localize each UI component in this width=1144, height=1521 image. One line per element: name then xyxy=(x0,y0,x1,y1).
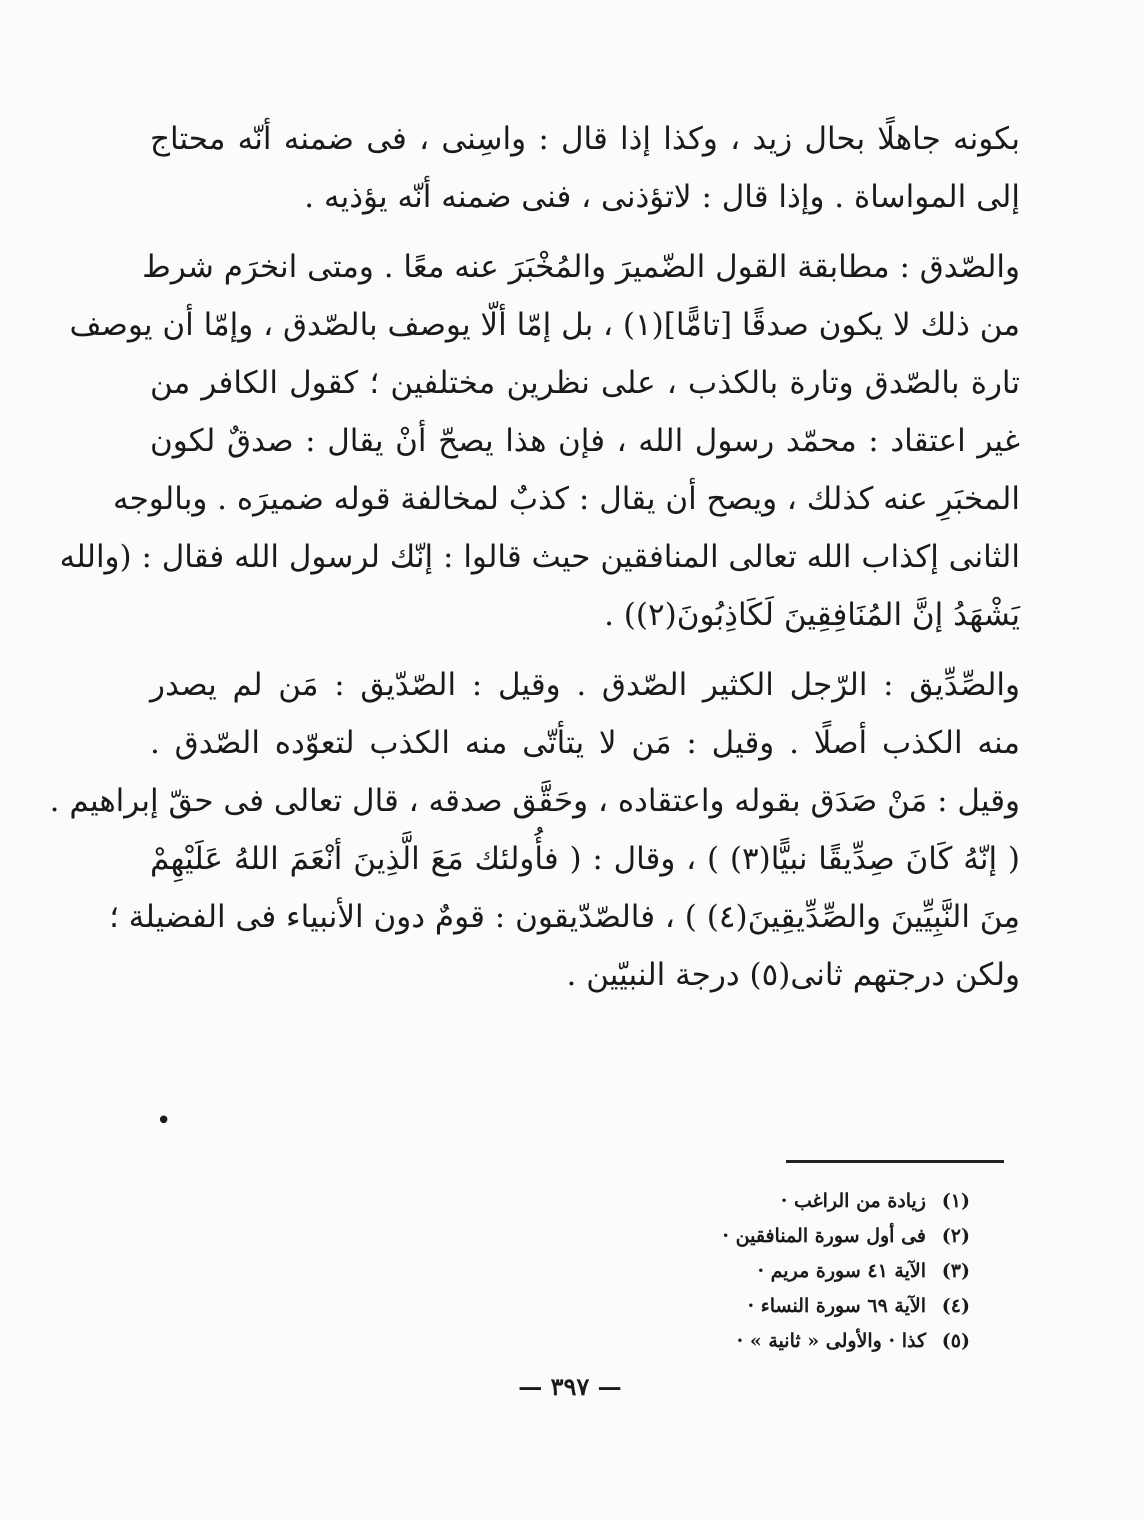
text-line: يَشْهَدُ إنَّ المُنَافِقِينَ لَكَاذِبُونَ(٢)) . xyxy=(604,597,1020,633)
text-line: والصِّدِّيق : الرّجل الكثير الصّدق . وقيل : الصّدّيق : مَن لم يصدر xyxy=(150,667,1020,703)
text-line: تارة بالصّدق وتارة بالكذب ، على نظرين مختلفين ؛ كقول الكافر من xyxy=(150,365,1020,401)
footnote xyxy=(560,1184,970,1219)
footnote-text: زيادة من الراغب · xyxy=(780,1190,926,1212)
stray-mark: • xyxy=(156,1106,172,1136)
footnote xyxy=(560,1289,970,1324)
text-line: والصّدق : مطابقة القول الضّميرَ والمُخْبَرَ عنه معًا . ومتى انخرَم شرط xyxy=(142,249,1020,285)
page-number: — ٣٩٧ — xyxy=(518,1372,622,1401)
footnote xyxy=(560,1324,970,1359)
footnotes xyxy=(560,1184,970,1359)
footnote-number: (٢) xyxy=(941,1225,970,1247)
text-line: غير اعتقاد : محمّد رسول الله ، فإن هذا يصحّ أنْ يقال : صدقٌ لكون xyxy=(150,423,1020,459)
text-line: منه الكذب أصلًا . وقيل : مَن لا يتأتّى منه الكذب لتعوّده الصّدق . xyxy=(150,725,1020,761)
paragraph-2 xyxy=(59,238,1020,644)
paragraph-3 xyxy=(49,656,1020,1004)
text-line: الثانى إكذاب الله تعالى المنافقين حيث قالوا : إنّك لرسول الله فقال : (والله xyxy=(59,539,1020,575)
main-text xyxy=(49,110,1020,1004)
text-line: المخبَرِ عنه كذلك ، ويصح أن يقال : كذبٌ لمخالفة قوله ضميرَه . وبالوجه xyxy=(113,481,1020,517)
footnote-number: (٤) xyxy=(941,1295,970,1317)
text-line: وقيل : مَنْ صَدَق بقوله واعتقاده ، وحَقَّق صدقه ، قال تعالى فى حقّ إبراهيم . xyxy=(49,783,1020,819)
footnote-text: الآية ٤١ سورة مريم · xyxy=(757,1260,926,1282)
text-line: ( إنّهُ كَانَ صِدِّيقًا نبيًّا(٣) ) ، وقال : ( فأُولئك مَعَ الَّذِينَ أنْعَمَ اللهُ عَلَيْهِمْ xyxy=(150,841,1020,877)
text-line: إلى المواساة . وإذا قال : لاتؤذنى ، فنى ضمنه أنّه يؤذيه . xyxy=(304,179,1020,215)
footnote-divider xyxy=(786,1160,1004,1163)
paragraph-1 xyxy=(150,110,1020,226)
footnote-number: (١) xyxy=(941,1190,970,1212)
text-line: ولكن درجتهم ثانى(٥) درجة النبيّين . xyxy=(566,957,1020,993)
footnote-number: (٥) xyxy=(941,1330,970,1352)
footnote-text: فى أول سورة المنافقين · xyxy=(722,1225,926,1247)
footnote-text: كذا · والأولى « ثانية » · xyxy=(736,1330,926,1352)
footnote-text: الآية ٦٩ سورة النساء · xyxy=(747,1295,926,1317)
text-line: من ذلك لا يكون صدقًا [تامًّا](١) ، بل إمّا ألّا يوصف بالصّدق ، وإمّا أن يوصف xyxy=(69,307,1020,343)
text-line: مِنَ النَّبِيِّينَ والصِّدِّيقِينَ(٤) ) ، فالصّدّيقون : قومٌ دون الأنبياء فى الفضيلة ؛ xyxy=(109,899,1020,935)
footnote-number: (٣) xyxy=(941,1260,970,1282)
footnote xyxy=(560,1219,970,1254)
footnote xyxy=(560,1254,970,1289)
text-line: بكونه جاهلًا بحال زيد ، وكذا إذا قال : واسِنى ، فى ضمنه أنّه محتاج xyxy=(150,121,1020,157)
